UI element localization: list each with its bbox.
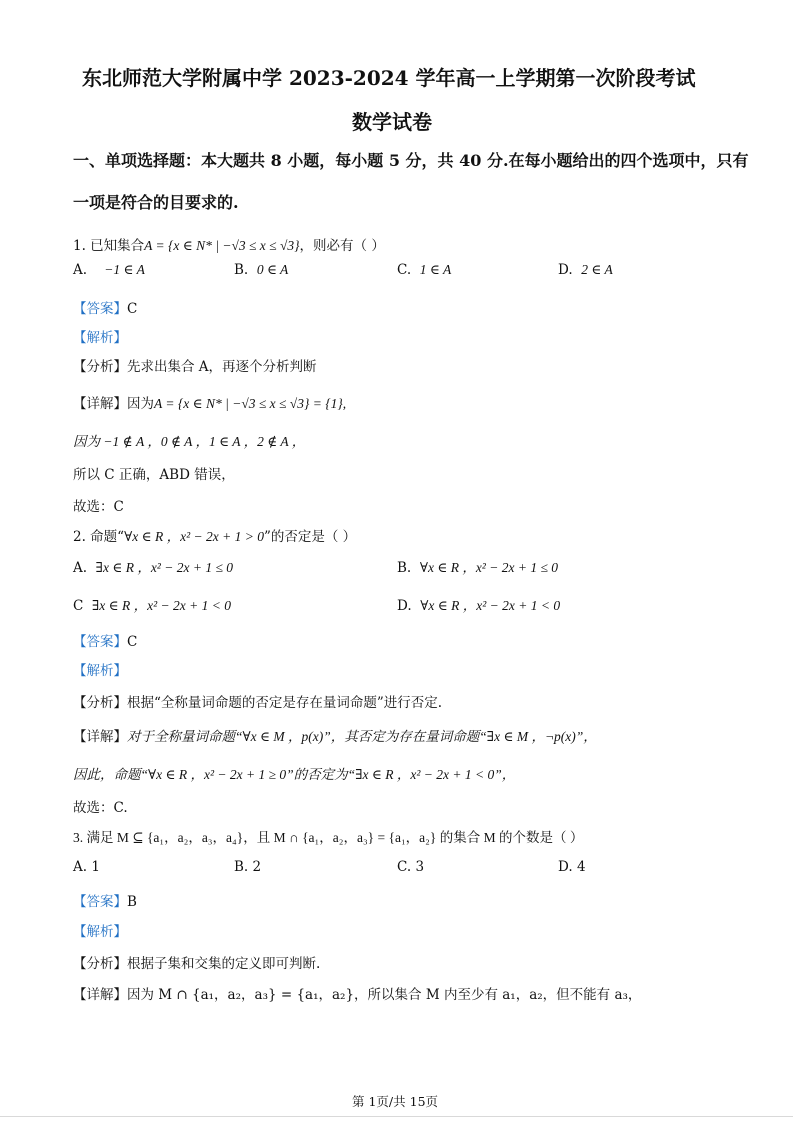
q3-option-b: B. 2 xyxy=(234,859,262,875)
q1-option-b: B. 0 ∈ A xyxy=(234,262,289,278)
q2-analysis-tag: 【解析】 xyxy=(73,663,127,679)
q1-detail-line3: 所以 C 正确，ABD 错误， xyxy=(73,467,235,483)
page-subtitle: 数学试卷 xyxy=(352,110,432,134)
q1-analysis-tag: 【解析】 xyxy=(73,330,127,346)
q3-fenxi: 【分析】根据子集和交集的定义即可判断. xyxy=(73,956,321,972)
q2-choose: 故选：C. xyxy=(73,800,128,816)
q3-option-c: C. 3 xyxy=(397,859,425,875)
q1-fenxi: 【分析】先求出集合 A，再逐个分析判断 xyxy=(73,359,317,375)
section-heading-line2: 一项是符合的目要求的. xyxy=(73,193,239,212)
q3-answer: 【答案】B xyxy=(73,894,137,910)
q2-option-d: D. ∀x ∈ R ，x² − 2x + 1 < 0 xyxy=(397,598,561,614)
q3-detail: 【详解】因为 M ∩ {a₁，a₂，a₃} = {a₁，a₂}，所以集合 M 内至少有 a₁，a₂，但不能有 a₃， xyxy=(73,987,642,1003)
q3-option-d: D. 4 xyxy=(558,859,586,875)
q2-proposition: ∀x ∈ R ，x² − 2x + 1 > 0 xyxy=(124,529,264,544)
q1-option-d: D. 2 ∈ A xyxy=(558,262,613,278)
q3-option-a: A. 1 xyxy=(73,859,100,875)
section-heading-line1: 一、单项选择题：本大题共 8 小题，每小题 5 分，共 40 分.在每小题给出的四个选项中，只有 xyxy=(73,151,749,170)
q1-answer: 【答案】C xyxy=(73,301,138,317)
q3-stem: 3. 满足 M ⊆ {a₁，a₂，a₃，a₄}，且 M ∩ {a₁，a₂，a₃} = {a₁，a₂} 的集合 M 的个数是（ ） xyxy=(73,830,584,845)
q2-detail: 【详解】对于全称量词命题“∀x ∈ M ，p(x)”，其否定为存在量词命题“∃x ∈ M ，¬p(x)”， xyxy=(73,729,597,745)
q1-detail-line2: 因为 −1 ∉ A ，0 ∉ A ，1 ∈ A ，2 ∉ A ， xyxy=(73,434,306,449)
q1-stem-prefix: 1. 已知集合 xyxy=(73,238,145,254)
q2-option-a: A. ∃x ∈ R ，x² − 2x + 1 ≤ 0 xyxy=(73,560,233,576)
q1-detail: 【详解】因为A = {x ∈ N* | −√3 ≤ x ≤ √3} = {1}, xyxy=(73,396,347,412)
q2-stem: 2. 命题“∀x ∈ R ，x² − 2x + 1 > 0”的否定是（ ） xyxy=(73,529,357,545)
q2-option-b: B. ∀x ∈ R ，x² − 2x + 1 ≤ 0 xyxy=(397,560,558,576)
q2-detail-line2: 因此，命题“∀x ∈ R ，x² − 2x + 1 ≥ 0”的否定为“∃x ∈ R ，x² − 2x + 1 < 0”， xyxy=(73,767,516,782)
q2-option-c: C ∃x ∈ R ，x² − 2x + 1 < 0 xyxy=(73,598,231,614)
q3-analysis-tag: 【解析】 xyxy=(73,924,127,940)
q1-option-a: A. −1 ∈ A xyxy=(73,262,145,278)
answer-tag: 【答案】 xyxy=(73,301,127,317)
q2-fenxi: 【分析】根据“全称量词命题的否定是存在量词命题”进行否定. xyxy=(73,695,443,711)
q1-choose: 故选：C xyxy=(73,499,124,515)
q1-stem xyxy=(73,234,385,254)
q1-option-c: C. 1 ∈ A xyxy=(397,262,452,278)
footer-divider xyxy=(0,1116,793,1117)
q2-answer: 【答案】C xyxy=(73,634,138,650)
q1-set-expression: A = {x ∈ N* | −√3 ≤ x ≤ √3} xyxy=(144,238,300,253)
q1-stem-suffix: ，则必有（ ） xyxy=(299,238,385,254)
page-number: 第 1页/共 15页 xyxy=(352,1094,439,1109)
page-title: 东北师范大学附属中学 2023-2024 学年高一上学期第一次阶段考试 xyxy=(82,66,696,90)
